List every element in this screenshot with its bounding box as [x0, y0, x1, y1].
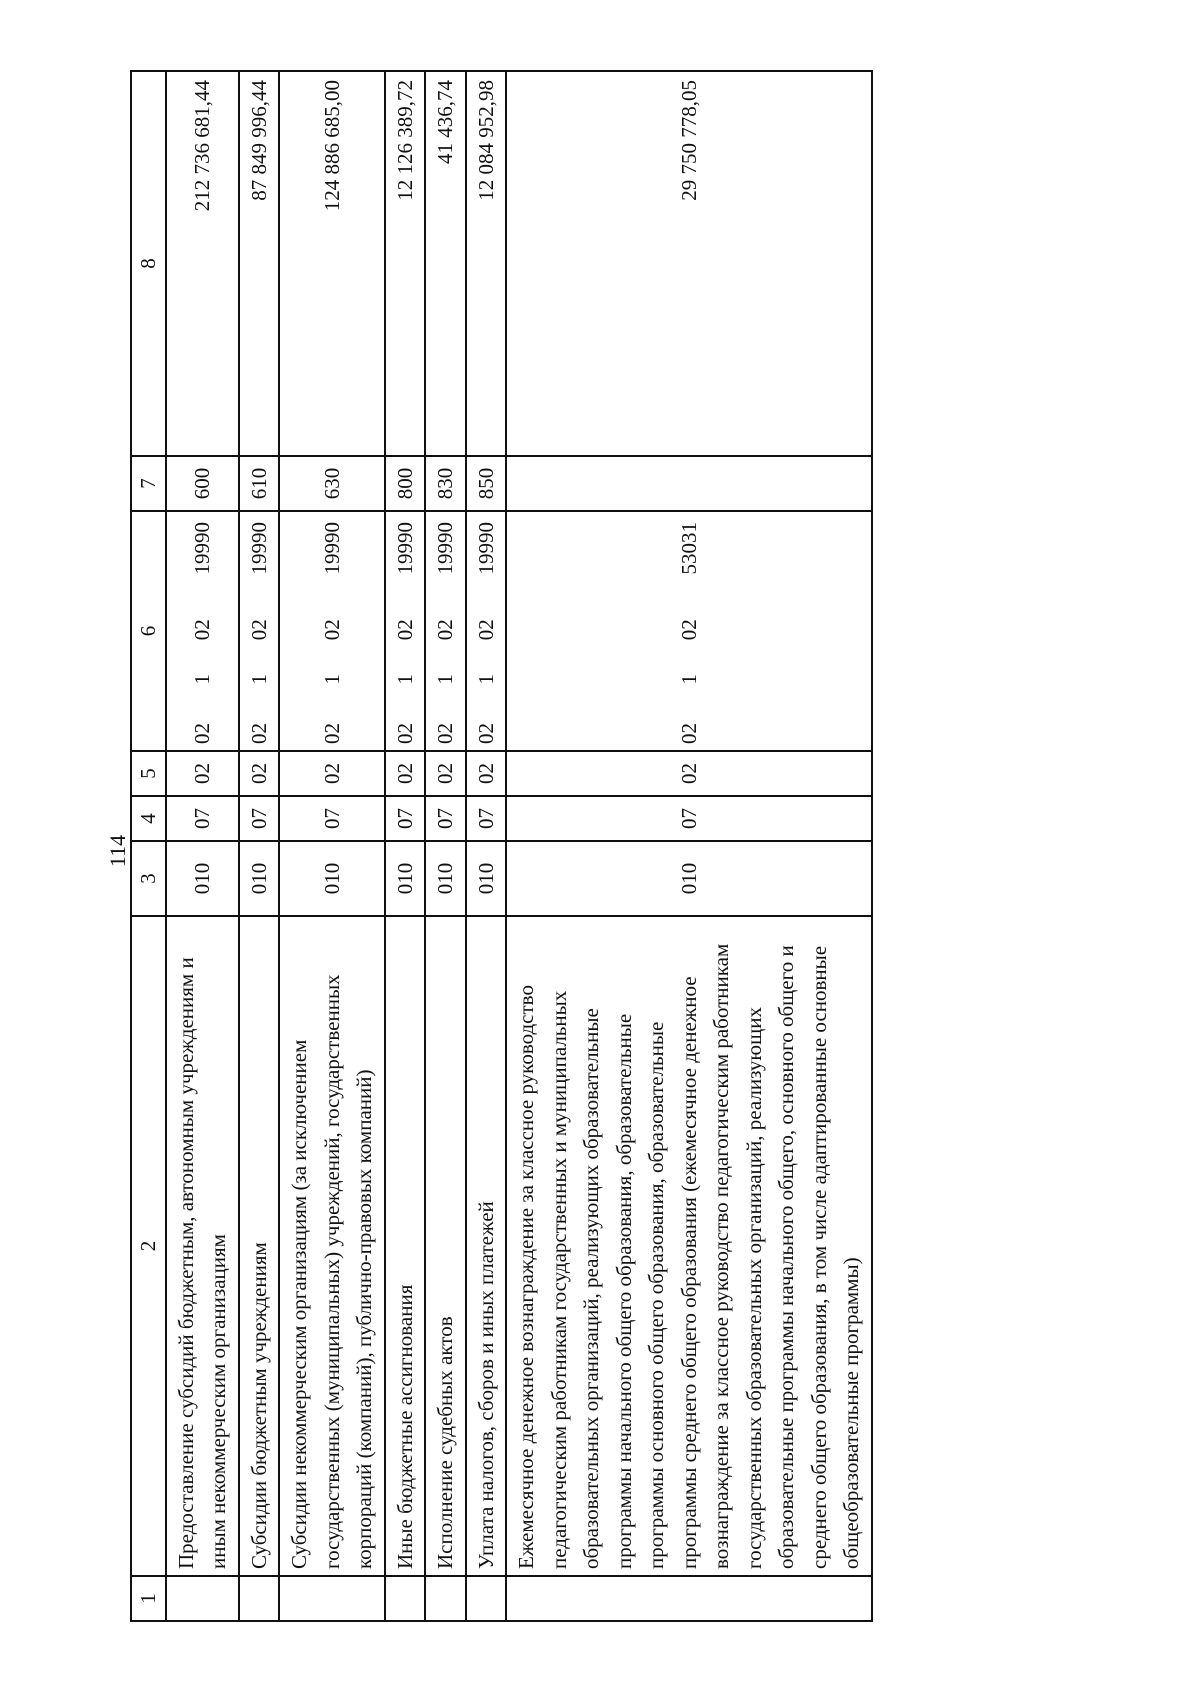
row-name-cell: Уплата налогов, сборов и иных платежей [466, 916, 507, 1576]
cell-col4: 07 [466, 796, 507, 841]
row-number-cell [506, 1576, 872, 1621]
cell-col3: 010 [385, 841, 426, 916]
col6-part: 53031 [676, 522, 701, 575]
cell-col6 [239, 511, 280, 751]
cell-col6 [466, 511, 507, 751]
cell-col3: 010 [425, 841, 466, 916]
col6-part: 1 [392, 674, 417, 685]
cell-col5: 02 [385, 751, 426, 796]
cell-col8: 12 126 389,72 [385, 71, 426, 456]
col6-part: 02 [433, 619, 457, 641]
col6-part: 02 [433, 723, 457, 744]
table-row [425, 71, 466, 1621]
cell-col7: 850 [466, 456, 507, 511]
table-row [506, 71, 872, 1621]
col6-part: 02 [473, 619, 498, 641]
table-row [466, 71, 507, 1621]
cell-col7: 800 [385, 456, 426, 511]
table-row [385, 71, 426, 1621]
budget-table [130, 70, 873, 1622]
table-row [239, 71, 280, 1621]
cell-col4: 07 [506, 796, 872, 841]
col6-part: 19990 [473, 522, 498, 575]
row-number-cell [239, 1576, 280, 1621]
cell-col3: 010 [166, 841, 239, 916]
row-name-cell: Предоставление субсидий бюджетным, автономным учреждениям и иным некоммерческим организациям [166, 916, 239, 1576]
col6-part: 02 [676, 723, 701, 744]
col6-part: 1 [189, 674, 214, 685]
col6-part: 02 [189, 619, 214, 641]
header-cell-7: 7 [131, 456, 166, 511]
cell-col6 [279, 511, 385, 751]
col6-part: 19990 [189, 522, 214, 575]
cell-col6 [166, 511, 239, 751]
row-name-cell: Субсидии бюджетным учреждениям [239, 916, 280, 1576]
cell-col8: 124 886 685,00 [279, 71, 385, 456]
row-number-cell [166, 1576, 239, 1621]
cell-col4: 07 [425, 796, 466, 841]
col6-part: 02 [392, 723, 417, 744]
page-number: 114 [105, 834, 130, 868]
col6-part: 02 [319, 723, 344, 744]
cell-col5: 02 [239, 751, 280, 796]
cell-col3: 010 [506, 841, 872, 916]
col6-part: 19990 [392, 522, 417, 575]
cell-col3: 010 [239, 841, 280, 916]
row-name-cell: Ежемесячное денежное вознаграждение за классное руководство педагогическим работникам государственных и муниципальных образовательных организаций, реализующих образовательные программы начального общего образования, образовательные программы основного общего образования, образовательные программы среднего общего образования (ежемесячное денежное вознаграждение за классное руководство педагогическим работникам государственных образовательных организаций, реализующих образовательные программы начального общего, основного общего и среднего общего образования, в том числе адаптированные основные общеобразовательные программы) [506, 916, 872, 1576]
row-name-cell: Субсидии некоммерческим организациям (за исключением государственных (муниципальных) учреждений, государственных корпораций (компаний), публично-правовых компаний) [279, 916, 385, 1576]
cell-col7: 830 [425, 456, 466, 511]
col6-part: 1 [246, 674, 271, 685]
cell-col6 [385, 511, 426, 751]
cell-col5: 02 [466, 751, 507, 796]
cell-col6 [425, 511, 466, 751]
col6-part: 19990 [319, 522, 344, 575]
col6-part: 02 [676, 619, 701, 641]
header-row [131, 71, 166, 1621]
header-cell-5: 5 [131, 751, 166, 796]
col6-part: 1 [676, 674, 701, 685]
row-number-cell [425, 1576, 466, 1621]
cell-col6 [506, 511, 872, 751]
row-name-cell: Иные бюджетные ассигнования [385, 916, 426, 1576]
row-number-cell [279, 1576, 385, 1621]
header-cell-3: 3 [131, 841, 166, 916]
col6-part: 02 [392, 619, 417, 641]
cell-col3: 010 [466, 841, 507, 916]
header-cell-4: 4 [131, 796, 166, 841]
cell-col4: 07 [166, 796, 239, 841]
col6-part: 02 [189, 723, 214, 744]
col6-part: 02 [246, 723, 271, 744]
header-cell-6: 6 [131, 511, 166, 751]
row-name-cell: Исполнение судебных актов [425, 916, 466, 1576]
cell-col4: 07 [279, 796, 385, 841]
cell-col5: 02 [166, 751, 239, 796]
cell-col5: 02 [425, 751, 466, 796]
cell-col4: 07 [239, 796, 280, 841]
col6-part: 02 [319, 619, 344, 641]
row-number-cell [466, 1576, 507, 1621]
rotated-table-scan [130, 72, 1020, 1622]
cell-col7: 610 [239, 456, 280, 511]
cell-col8: 41 436,74 [425, 71, 466, 456]
cell-col4: 07 [385, 796, 426, 841]
cell-col3: 010 [279, 841, 385, 916]
cell-col7 [506, 456, 872, 511]
cell-col7: 600 [166, 456, 239, 511]
header-cell-2: 2 [131, 916, 166, 1576]
cell-col5: 02 [279, 751, 385, 796]
col6-part: 1 [473, 674, 498, 685]
cell-col8: 12 084 952,98 [466, 71, 507, 456]
col6-part: 1 [319, 674, 344, 685]
col6-part: 19990 [246, 522, 271, 575]
table-row [166, 71, 239, 1621]
col6-part: 1 [433, 674, 457, 685]
col6-part: 19990 [433, 522, 457, 575]
table-row [279, 71, 385, 1621]
row-number-cell [385, 1576, 426, 1621]
header-cell-8: 8 [131, 71, 166, 456]
cell-col8: 87 849 996,44 [239, 71, 280, 456]
cell-col8: 212 736 681,44 [166, 71, 239, 456]
cell-col7: 630 [279, 456, 385, 511]
col6-part: 02 [246, 619, 271, 641]
header-cell-1: 1 [131, 1576, 166, 1621]
cell-col5: 02 [506, 751, 872, 796]
col6-part: 02 [473, 723, 498, 744]
cell-col8: 29 750 778,05 [506, 71, 872, 456]
